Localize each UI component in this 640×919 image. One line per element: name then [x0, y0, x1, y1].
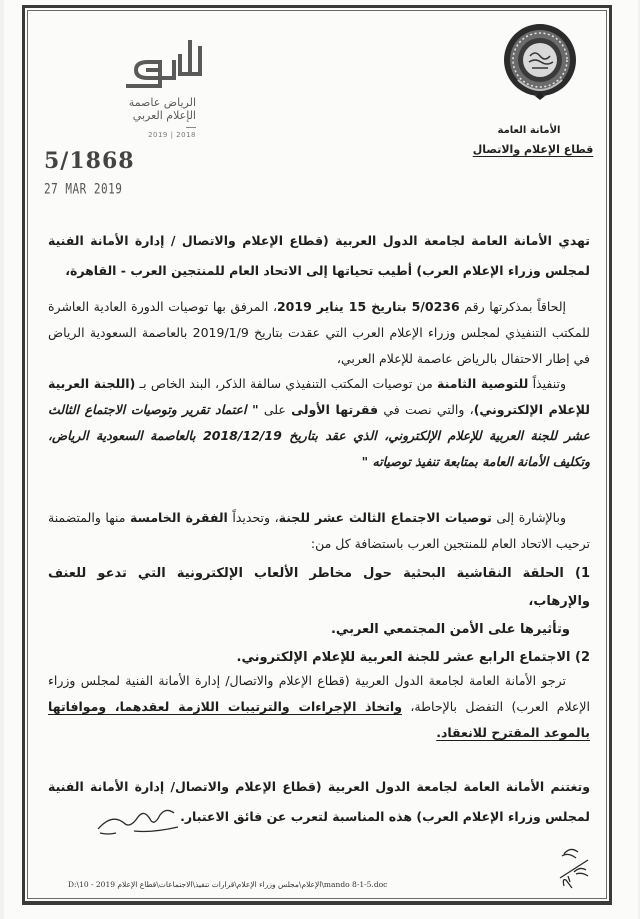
events-list — [48, 560, 604, 672]
text: إلحاقاً بمذكرتها رقم — [459, 299, 567, 314]
riyadh-logo-caption — [76, 96, 196, 122]
sector-name: قطاع الإعلام والاتصال — [472, 143, 594, 156]
text: وتنفيذاً — [528, 376, 567, 391]
text: ، المرفق بها توصيات الدورة العادية العاشرة للمكتب التنفيذي لمجلس وزراء الإعلام العرب التي عقدت بتاريخ 2019/1/9 بالعاصمة السعودية الرياض في إطار الاحتفال بالرياض عاصمة للإعلام العربي، — [48, 299, 590, 366]
text: على — [258, 402, 292, 417]
closing-paragraph: وتغتنم الأمانة العامة لجامعة الدول العربية (قطاع الإعلام والاتصال/ إدارة الأمانة الفنية لمجلس وزراء الإعلام العرب) هذه المناسبة لتعرب عن فائق الاعتبار. — [48, 779, 590, 824]
list-item — [48, 560, 590, 616]
signature-icon — [94, 803, 184, 837]
text: بتاريخ — [366, 299, 412, 314]
memo-reference: 5/0236 — [411, 299, 460, 314]
text: ، والتي نصت في — [378, 402, 474, 417]
list-item-text: الاجتماع الرابع عشر للجنة العربية للإعلام الإلكتروني. — [236, 650, 571, 665]
intro-paragraph: تهدي الأمانة العامة لجامعة الدول العربية (قطاع الإعلام والاتصال / إدارة الأمانة الفنية لمجلس وزراء الإعلام العرب) أطيب تحياتها إلى الاتحاد العام للمنتجين العرب - القاهرة، — [48, 233, 590, 278]
paragraph-referral — [48, 505, 590, 557]
handwritten-initials-icon — [556, 842, 594, 892]
recommendations-label: توصيات الاجتماع الثالث عشر للجنة — [278, 510, 492, 525]
reference-number: 5/1868 — [44, 148, 135, 174]
text: منها والمتضمنة ترحيب الاتحاد العام للمنتجين العرب باستضافة كل من: — [48, 510, 590, 551]
riyadh-logo-icon — [118, 34, 210, 96]
paragraph-reference-memo — [48, 294, 590, 372]
clause-label: فقرتها الأولى — [291, 402, 379, 417]
paragraph-recommendation — [48, 371, 590, 475]
list-number: 1) — [575, 566, 590, 581]
organization-name: الأمانة العامة — [497, 125, 561, 136]
committee-name: (اللجنة العربية للإعلام الإلكتروني) — [48, 376, 590, 417]
text: ، وتحديداً — [227, 510, 279, 525]
memo-date: 15 يناير 2019 — [276, 299, 367, 314]
text: وبالإشارة إلى — [491, 510, 567, 525]
list-number: 2) — [575, 650, 590, 665]
quoted-resolution: " اعتماد تقرير وتوصيات الاجتماع الثالث عشر للجنة العربية للإعلام الإلكتروني، الذي عقد بتاريخ 2018/12/19 بالعاصمة السعودية الرياض، وتكليف الأمانة العامة بمتابعة تنفيذ توصياته " — [48, 402, 590, 469]
list-item-continuation: وتأثيرها على الأمن المجتمعي العربي. — [330, 622, 570, 637]
recommendation-label: للتوصية الثامنة — [437, 376, 529, 391]
underlined-request: واتخاذ الإجراءات والترتيبات اللازمة لعقدهما، وموافاتها بالموعد المقترح للانعقاد. — [48, 699, 590, 740]
arab-league-emblem-icon — [500, 22, 580, 104]
logo-caption-line1: الرياض عاصمة — [128, 96, 196, 109]
file-path-footer: D:\10 - 2019 الإعلام\مجلس وزراء الإعلام\قرارات تنفيذ\الاجتماعات\قطاع الإعلام\mando 8-1-5.doc — [68, 880, 388, 889]
logo-caption-line2: الإعلام العربي — [132, 109, 196, 122]
divider — [186, 127, 196, 128]
paragraph-request — [48, 668, 590, 746]
list-item-text: الحلقة النقاشية البحثية حول مخاطر الألعاب الإلكترونية التي تدعو للعنف والإرهاب، — [48, 566, 590, 609]
date-stamp: 27 MAR 2019 — [44, 181, 123, 198]
clause-label: الفقرة الخامسة — [130, 510, 228, 525]
text: من توصيات المكتب التنفيذي سالفة الذكر، البند الخاص بـ — [135, 376, 438, 391]
logo-years: 2019 | 2018 — [148, 131, 196, 139]
text: ترجو الأمانة العامة لجامعة الدول العربية (قطاع الإعلام والاتصال/ إدارة الأمانة الفنية لمجلس وزراء الإعلام العرب) التفضل بالإحاطة، — [48, 673, 590, 714]
